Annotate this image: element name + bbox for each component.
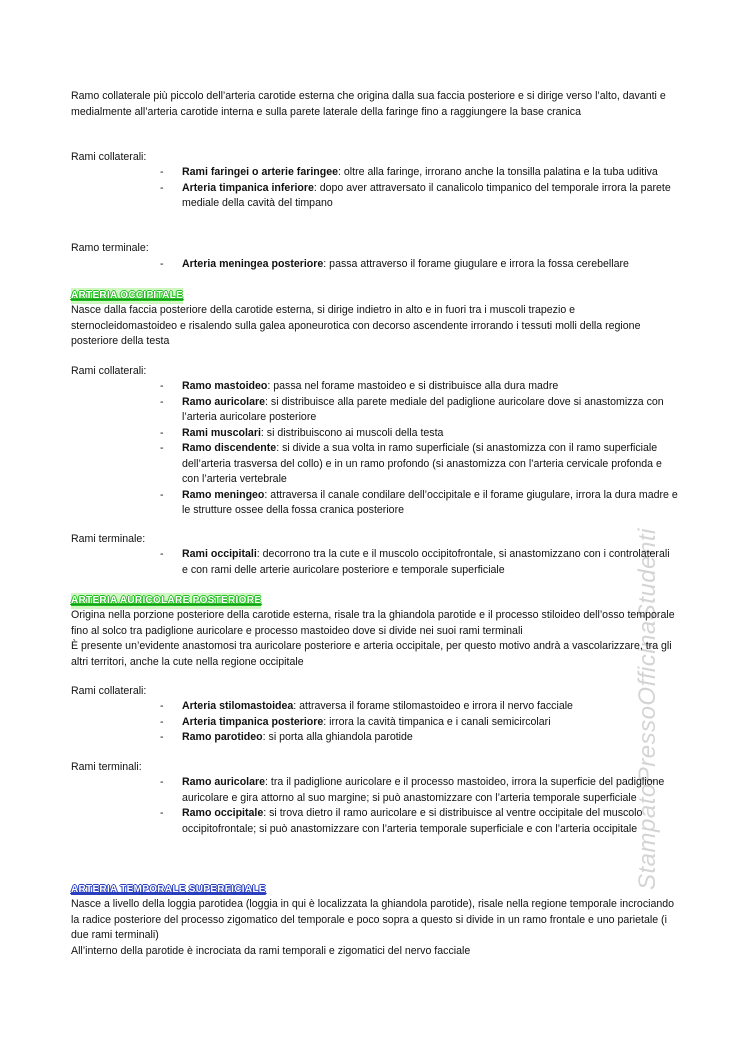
terminal-list	[160, 775, 678, 837]
list-item: - Arteria stilomastoidea: attraversa il forame stilomastoideo e irrora il nervo facciale	[160, 700, 573, 712]
paragraph-line: Origina nella porzione posteriore della carotide esterna, risale tra la ghiandola parotide e il processo stiloideo dell’osso temporale fino al solco tra padiglione auricolare e processo mastoideo dove si divide nei suoi rami terminali	[71, 609, 675, 637]
paragraph-line: È presente un’evidente anastomosi tra auricolare posteriore e arteria occipitale, per questo motivo andrà a vascolarizzare, tra gli altri territori, anche la cute nella regione occipitale	[71, 640, 672, 668]
collaterals-label: Rami collaterali:	[71, 151, 147, 163]
terminal-list	[160, 257, 678, 273]
list-item: - Arteria timpanica posteriore: irrora la cavità timpanica e i canali semicircolari	[160, 715, 551, 728]
list-item: - Arteria meningea posteriore: passa attraverso il forame giugulare e irrora la fossa cerebellare	[160, 258, 629, 270]
list-item: - Ramo meningeo: attraversa il canale condilare dell’occipitale e il forame giugulare, irrora la dura madre e le strutture ossee della fossa cranica posteriore	[160, 488, 678, 516]
list-item: - Rami faringei o arterie faringee: oltre alla faringe, irrorano anche la tonsilla palatina e la tuba uditiva	[160, 166, 658, 178]
section-heading: ARTERIA OCCIPITALE	[71, 288, 183, 304]
paragraph-line: All’interno della parotide è incrociata da rami temporali e zigomatici del nervo facciale	[71, 944, 471, 957]
list-item: - Ramo auricolare: tra il padiglione auricolare e il processo mastoideo, irrora la superficie del padiglione auricolare e gira attorno al suo margine; si può anastomizzare con l’arteria temporale superficiale	[160, 776, 665, 804]
paragraph-line: Nasce a livello della loggia parotidea (loggia in qui è localizzata la ghiandola parotide), risale nella regione temporale incrociando la radice posteriore del processo zigomatico del temporale e poco sopra a questo si divide in un ramo frontale e uno parietale (i due rami terminali)	[71, 898, 675, 941]
list-item: - Rami muscolari: si distribuiscono ai muscoli della testa	[160, 426, 444, 439]
collaterals-label: Rami collaterali:	[71, 365, 147, 377]
collaterals-list	[160, 165, 678, 212]
section-paragraph	[71, 897, 677, 959]
list-item: - Rami occipitali: decorrono tra la cute e il muscolo occipitofrontale, si anastomizzano con i controlaterali e con rami delle arterie auricolare posteriore e temporale superficiale	[160, 548, 670, 576]
watermark: StampatoPressoOfficinaStudenti	[634, 528, 661, 890]
list-item: - Ramo parotideo: si porta alla ghiandola parotide	[160, 731, 413, 743]
terminal-label: Rami terminali:	[71, 761, 142, 773]
collaterals-label: Rami collaterali:	[71, 685, 147, 697]
collaterals-list	[160, 699, 678, 746]
list-item: - Ramo occipitale: si trova dietro il ramo auricolare e si distribuisce al ventre occipitale del muscolo occipitofrontale; si può anastomizzare con l’arteria temporale superficiale e con l’arteria occipitale	[160, 807, 643, 835]
section-paragraph	[71, 608, 677, 670]
list-item: - Arteria timpanica inferiore: dopo aver attraversato il canalicolo timpanico del temporale irrora la parete mediale della cavità del timpano	[160, 181, 671, 209]
section-paragraph: Nasce dalla faccia posteriore della carotide esterna, si dirige indietro in alto e in fuori tra i muscoli trapezio e sternocleidomastoideo e risalendo sulla galea aponeurotica con decorso ascendente irrorando i tessuti molli della regione posteriore della testa	[71, 304, 641, 347]
section-heading: ARTERIA TEMPORALE SUPERFICIALE	[71, 884, 266, 895]
list-item: - Ramo mastoideo: passa nel forame mastoideo e si distribuisce alla dura madre	[160, 380, 559, 392]
list-item: - Ramo discendente: si divide a sua volta in ramo superficiale (si anastomizza con il ramo superficiale dell’arteria trasversa del collo) e in un ramo profondo (si anastomizza con l’arteria cervicale profonda e con l’arteria vertebrale	[160, 442, 662, 485]
collaterals-list	[160, 379, 678, 519]
list-item: - Ramo auricolare: si distribuisce alla parete mediale del padiglione auricolare dove si anastomizza con l’arteria auricolare posteriore	[160, 395, 664, 423]
terminal-list	[160, 547, 678, 578]
terminal-label: Rami terminale:	[71, 533, 146, 545]
terminal-label: Ramo terminale:	[71, 242, 149, 254]
intro-paragraph: Ramo collaterale più piccolo dell’arteria carotide esterna che origina dalla sua faccia posteriore e si dirige verso l’alto, davanti e medialmente all’arteria carotide interna e sulla parete laterale della faringe fino a raggiungere la base cranica	[71, 90, 666, 118]
section-heading: ARTERIA AURICOLARE POSTERIORE	[71, 593, 261, 609]
